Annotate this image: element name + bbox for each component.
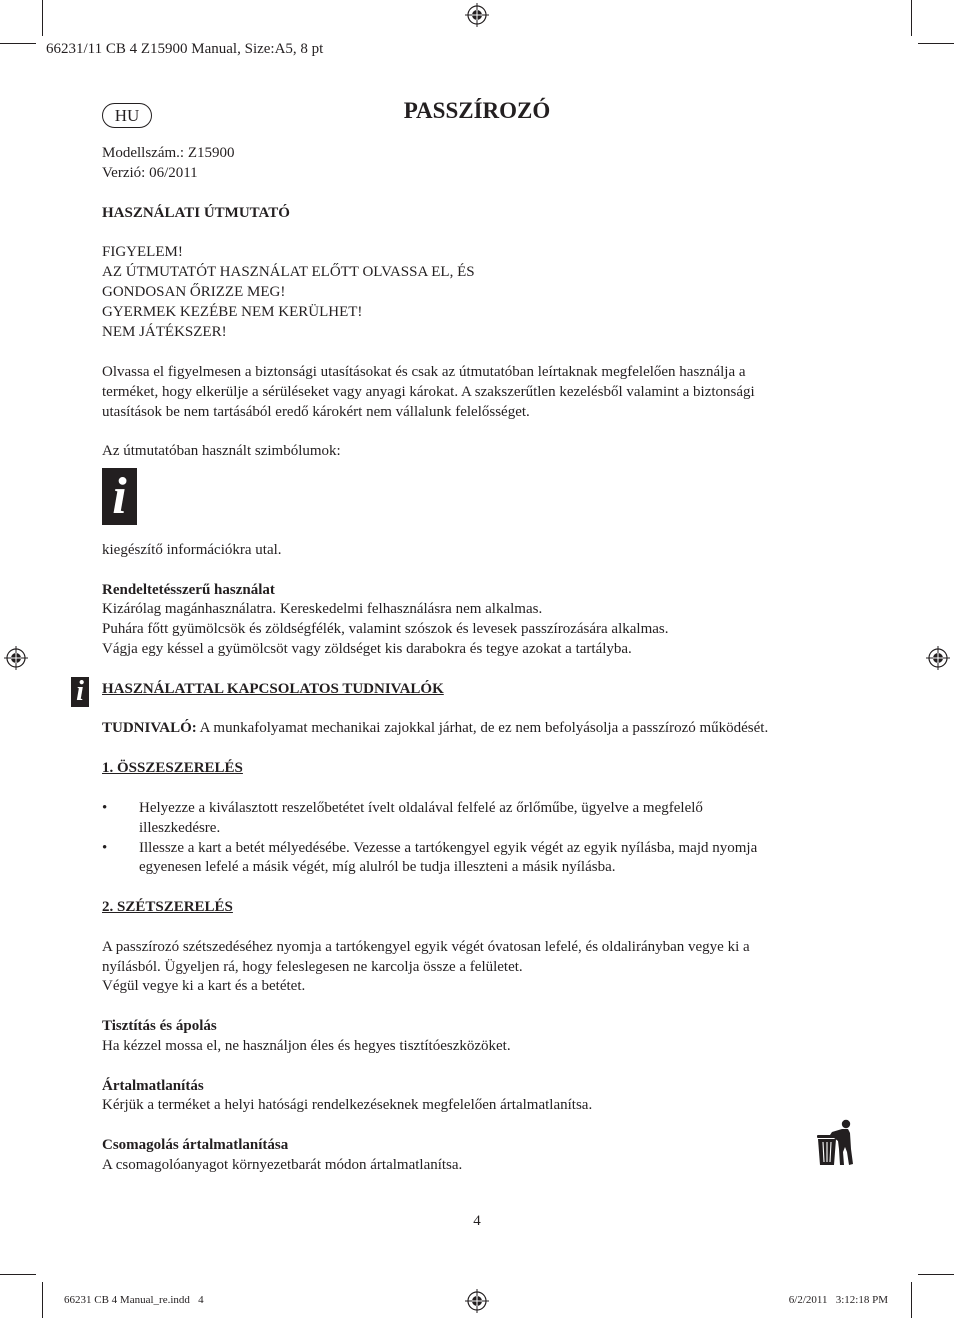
intended-use-line: Vágja egy késsel a gyümölcsöt vagy zöldséget kis darabokra és tegye azokat a tartályba.: [102, 641, 632, 657]
crop-mark-bl-v: [42, 1282, 43, 1318]
manual-heading: HASZNÁLATI ÚTMUTATÓ: [102, 205, 290, 221]
footer-date: 6/2/2011 3:12:18 PM: [788, 1294, 888, 1306]
disassembly-line: Végül vegye ki a kart és a betétet.: [102, 978, 306, 994]
info-icon: [102, 468, 137, 525]
bullet-marker: •: [102, 800, 108, 816]
intended-use-line: Kizárólag magánhasználatra. Kereskedelmi felhasználásra nem alkalmas.: [102, 601, 543, 617]
usage-note: [102, 718, 768, 738]
footer-file: 66231 CB 4 Manual_re.indd 4: [64, 1294, 204, 1306]
assembly-heading: 1. ÖSSZESZERELÉS: [102, 760, 243, 776]
registration-mark-right-icon: [926, 646, 950, 670]
page-title: PASSZÍROZÓ: [403, 98, 551, 123]
recycle-bin-icon: [816, 1119, 856, 1169]
intro-line: Olvassa el figyelmesen a biztonsági utasításokat és csak az útmutatóban leírtaknak megfelelően használja a: [102, 364, 746, 380]
warning-line: GONDOSAN ŐRIZZE MEG!: [102, 284, 286, 300]
symbols-intro: Az útmutatóban használt szimbólumok:: [102, 443, 341, 459]
info-caption: kiegészítő információkra utal.: [102, 542, 282, 558]
disassembly-heading: 2. SZÉTSZERELÉS: [102, 899, 233, 915]
intro-line: terméket, hogy elkerülje a sérüléseket vagy anyagi károkat. A szakszerűtlen kezelésből valamint a biztonsági: [102, 384, 755, 400]
assembly-bullet-line: Helyezze a kiválasztott reszelőbetétet ívelt oldalával felfelé az őrlőműbe, ügyelve a megfelelő: [139, 800, 703, 816]
intended-use-heading: Rendeltetésszerű használat: [102, 582, 275, 598]
slug-line: 66231/11 CB 4 Z15900 Manual, Size:A5, 8 pt: [46, 41, 324, 57]
intro-line: utasítások be nem tartásából eredő károkért nem vállalunk felelősséget.: [102, 404, 530, 420]
registration-mark-left-icon: [4, 646, 28, 670]
crop-mark-tl-v: [42, 0, 43, 36]
packaging-text: A csomagolóanyagot környezetbarát módon ártalmatlanítsa.: [102, 1157, 463, 1173]
info-margin-icon-glyph: i: [76, 677, 84, 707]
bullet-marker: •: [102, 840, 108, 856]
page-number: 4: [473, 1213, 481, 1229]
model-number: Modellszám.: Z15900: [102, 145, 235, 161]
assembly-bullet-line: Illessze a kart a betét mélyedésébe. Vezesse a tartókengyel egyik végét az egyik nyílásba, majd nyomja: [139, 840, 758, 856]
usage-note-label: TUDNIVALÓ:: [102, 720, 197, 736]
warning-line: GYERMEK KEZÉBE NEM KERÜLHET!: [102, 304, 363, 320]
crop-mark-bl-h: [0, 1274, 36, 1275]
registration-mark-top-icon: [465, 3, 489, 27]
disassembly-line: nyílásból. Ügyeljen rá, hogy feleslegesen ne karcolja össze a felületet.: [102, 959, 523, 975]
cleaning-heading: Tisztítás és ápolás: [102, 1018, 217, 1034]
warning-line: FIGYELEM!: [102, 244, 183, 260]
assembly-bullet-line: illeszkedésre.: [139, 820, 221, 836]
intended-use-line: Puhára főtt gyümölcsök és zöldségfélék, valamint szószok és levesek passzírozására alkalmas.: [102, 621, 669, 637]
crop-mark-tr-h: [918, 43, 954, 44]
warning-line: AZ ÚTMUTATÓT HASZNÁLAT ELŐTT OLVASSA EL, ÉS: [102, 264, 475, 280]
disposal-heading: Ártalmatlanítás: [102, 1078, 204, 1094]
crop-mark-tl-h: [0, 43, 36, 44]
usage-note-text: A munkafolyamat mechanikai zajokkal járhat, de ez nem befolyásolja a passzírozó működését.: [196, 720, 769, 736]
crop-mark-br-h: [918, 1274, 954, 1275]
version: Verzió: 06/2011: [102, 165, 198, 181]
info-margin-icon: [71, 677, 89, 707]
disposal-text: Kérjük a terméket a helyi hatósági rendelkezéseknek megfelelően ártalmatlanítsa.: [102, 1097, 593, 1113]
disassembly-line: A passzírozó szétszedéséhez nyomja a tartókengyel egyik végét óvatosan lefelé, és oldalirányban vegye ki a: [102, 939, 750, 955]
crop-mark-tr-v: [911, 0, 912, 36]
assembly-bullet-line: egyenesen lefelé a másik végét, míg alulról be tudja illeszteni a másik nyílásba.: [139, 859, 616, 875]
usage-notes-heading: HASZNÁLATTAL KAPCSOLATOS TUDNIVALÓK: [102, 681, 444, 697]
packaging-heading: Csomagolás ártalmatlanítása: [102, 1137, 289, 1153]
crop-mark-br-v: [911, 1282, 912, 1318]
language-badge-label: HU: [114, 106, 140, 125]
cleaning-text: Ha kézzel mossa el, ne használjon éles és hegyes tisztítóeszközöket.: [102, 1038, 511, 1054]
registration-mark-bottom-icon: [465, 1289, 489, 1313]
info-icon-glyph: i: [112, 468, 127, 525]
warning-line: NEM JÁTÉKSZER!: [102, 324, 227, 340]
